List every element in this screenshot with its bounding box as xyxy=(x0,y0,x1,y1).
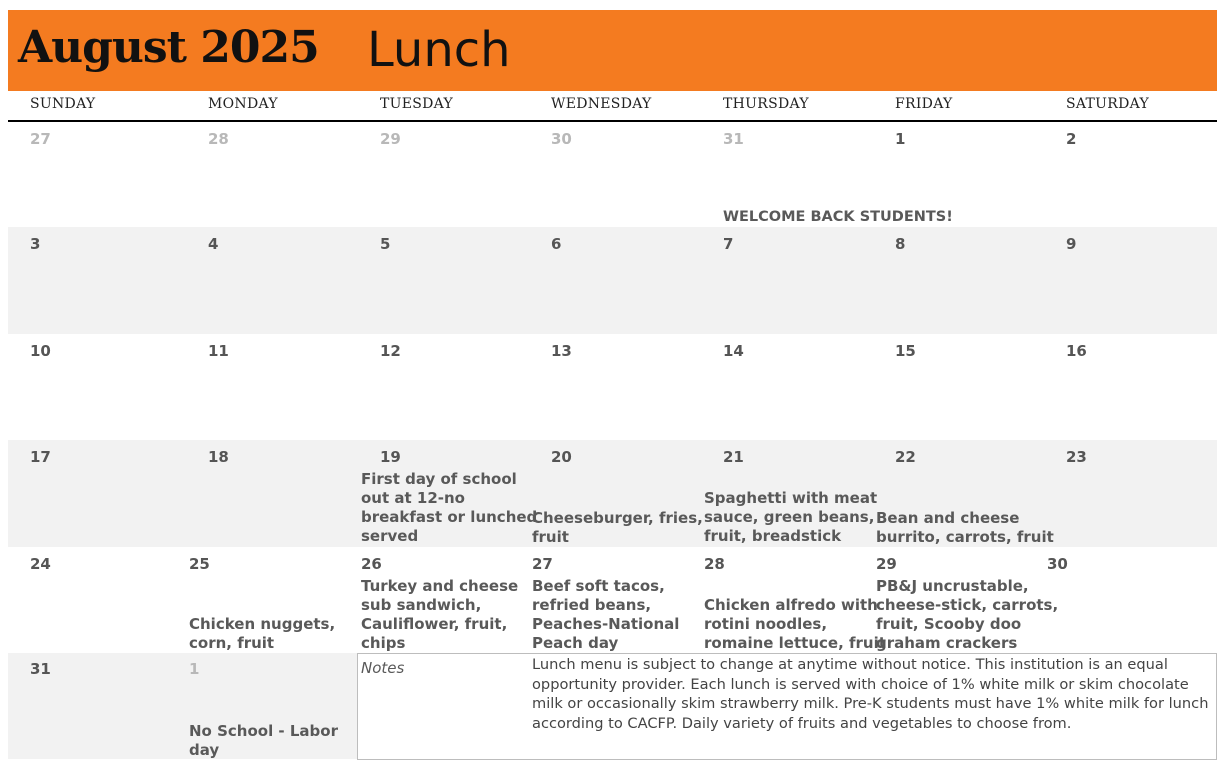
notes-text: Lunch menu is subject to change at anytime without notice. This institution is an equal opportunity provider. Each lunch is served with choice of 1% white milk or skim chocolate milk or occasionally skim strawberry milk. Pre-K students must have 1% white milk for lunch according to CACFP. Daily variety of fruits and vegetables to choose from. xyxy=(532,656,1209,732)
day-number: 9 xyxy=(1066,235,1077,253)
day-number: 26 xyxy=(361,555,382,573)
day-number: 23 xyxy=(1066,448,1087,466)
menu-aug-28: Chicken alfredo with rotini noodles, romaine lettuce, fruit xyxy=(704,596,886,652)
day-number: 16 xyxy=(1066,342,1087,360)
menu-aug-26: Turkey and cheese sub sandwich, Cauliflower, fruit, chips xyxy=(361,577,519,652)
weekday-tuesday: TUESDAY xyxy=(380,96,454,112)
day-number: 15 xyxy=(895,342,916,360)
day-number: 3 xyxy=(30,235,41,253)
day-number: 22 xyxy=(895,448,916,466)
day-number: 27 xyxy=(30,130,51,148)
day-number: 30 xyxy=(1047,555,1068,573)
day-number: 14 xyxy=(723,342,744,360)
day-number: 18 xyxy=(208,448,229,466)
day-number: 12 xyxy=(380,342,401,360)
menu-aug-25: Chicken nuggets, corn, fruit xyxy=(189,615,336,652)
day-number: 4 xyxy=(208,235,219,253)
day-number: 1 xyxy=(895,130,906,148)
day-number: 28 xyxy=(208,130,229,148)
day-number: 28 xyxy=(704,555,725,573)
day-number: 19 xyxy=(380,448,401,466)
day-number: 7 xyxy=(723,235,734,253)
day-number: 31 xyxy=(723,130,744,148)
month-title: August 2025 xyxy=(18,22,319,73)
notes-label: Notes xyxy=(361,659,405,677)
menu-aug-29: PB&J uncrustable, cheese-stick, carrots, fruit, Scooby doo graham crackers xyxy=(876,577,1059,652)
no-school-labor-day: No School - Labor day xyxy=(189,722,338,759)
day-number: 6 xyxy=(551,235,562,253)
menu-aug-27: Beef soft tacos, refried beans, Peaches-National Peach day xyxy=(532,577,680,652)
menu-aug-22: Bean and cheese burrito, carrots, fruit xyxy=(876,509,1054,546)
day-number: 17 xyxy=(30,448,51,466)
day-number: 31 xyxy=(30,660,51,678)
day-number: 24 xyxy=(30,555,51,573)
weekday-saturday: SATURDAY xyxy=(1066,96,1150,112)
day-number: 25 xyxy=(189,555,210,573)
menu-aug-19: First day of school out at 12-no breakfast or lunched served xyxy=(361,470,538,545)
day-number: 11 xyxy=(208,342,229,360)
header-divider xyxy=(8,120,1217,122)
weekday-monday: MONDAY xyxy=(208,96,278,112)
day-number: 20 xyxy=(551,448,572,466)
day-number: 27 xyxy=(532,555,553,573)
day-number: 5 xyxy=(380,235,391,253)
day-number: 10 xyxy=(30,342,51,360)
week-row-1 xyxy=(8,123,1217,227)
weekday-friday: FRIDAY xyxy=(895,96,953,112)
day-number: 2 xyxy=(1066,130,1077,148)
weekday-wednesday: WEDNESDAY xyxy=(551,96,652,112)
week-row-2 xyxy=(8,227,1217,334)
week-row-3 xyxy=(8,334,1217,440)
menu-type-title: Lunch xyxy=(367,22,511,78)
day-number: 30 xyxy=(551,130,572,148)
title-banner xyxy=(8,10,1217,91)
menu-aug-21: Spaghetti with meat sauce, green beans, fruit, breadstick xyxy=(704,489,878,545)
day-number: 29 xyxy=(876,555,897,573)
welcome-back-event: WELCOME BACK STUDENTS! xyxy=(723,209,953,225)
day-number: 1 xyxy=(189,660,200,678)
weekday-sunday: SUNDAY xyxy=(30,96,96,112)
menu-aug-20: Cheeseburger, fries, fruit xyxy=(532,509,703,546)
weekday-thursday: THURSDAY xyxy=(723,96,809,112)
day-number: 29 xyxy=(380,130,401,148)
day-number: 13 xyxy=(551,342,572,360)
day-number: 21 xyxy=(723,448,744,466)
day-number: 8 xyxy=(895,235,906,253)
